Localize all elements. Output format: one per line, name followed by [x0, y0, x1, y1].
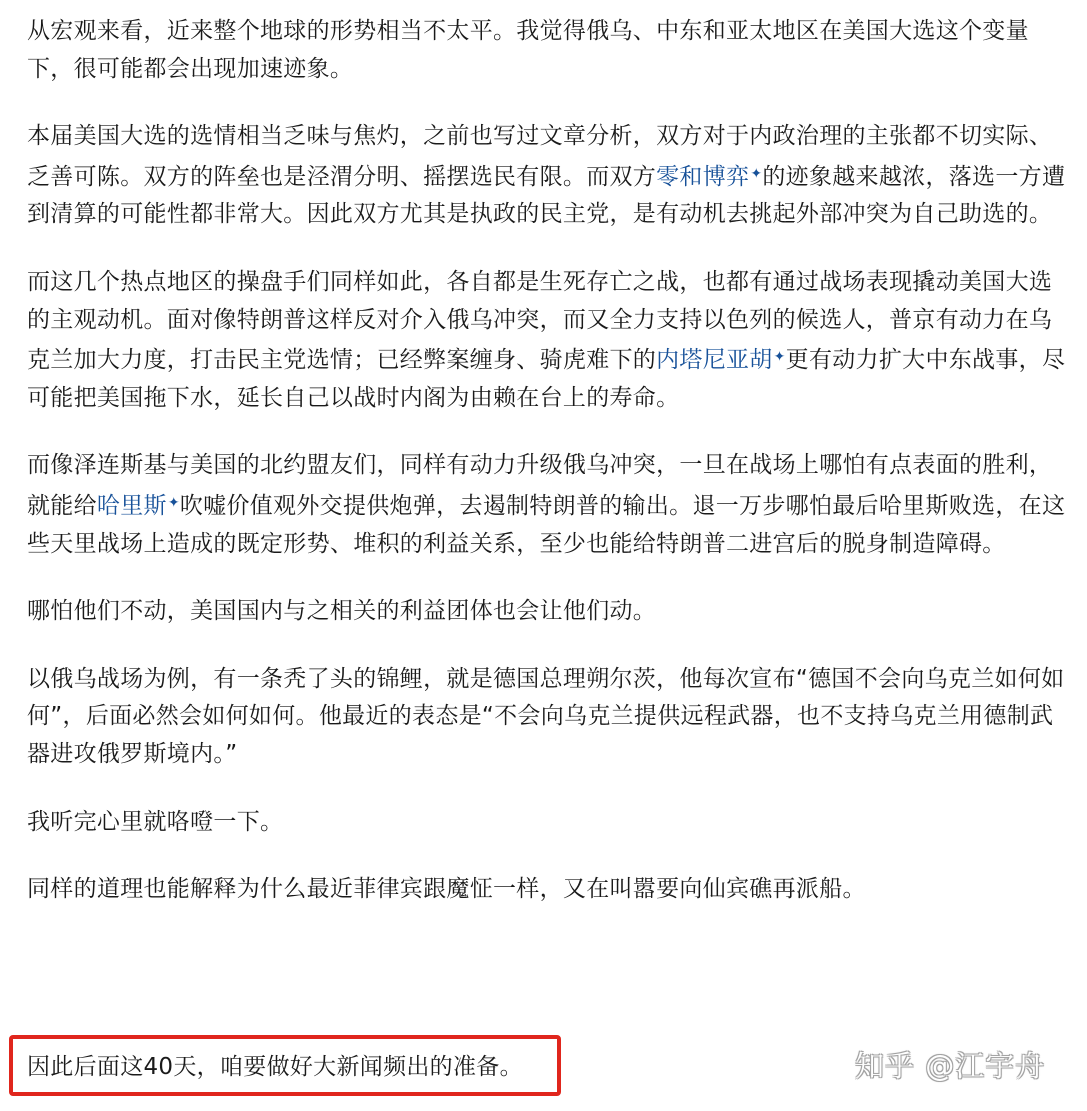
- paragraph: [27, 661, 1067, 774]
- paragraph-text: 而像泽连斯基与美国的北约盟友们，同样有动力升级俄乌冲突，一旦在战场上哪怕有点表面的胜利，就能给: [27, 452, 1053, 519]
- paragraph-text: 哪怕他们不动，美国国内与之相关的利益团体也会让他们动。: [27, 598, 657, 625]
- paragraph: [27, 264, 1067, 417]
- paragraph-text: 同样的道理也能解释为什么最近菲律宾跟魔怔一样，又在叫嚣要向仙宾礁再派船。: [27, 876, 866, 903]
- paragraph: [27, 871, 1067, 909]
- article-body: [27, 13, 1067, 939]
- paragraph: [27, 13, 1067, 88]
- paragraph-text: 的迹象越来越浓，落选一方遭到清算的可能性都非常大。因此双方尤其是执政的民主党，是有动机去挑起外部冲突为自己助选的。: [27, 163, 1066, 228]
- paragraph-text: 我听完心里就咯噔一下。: [27, 808, 284, 835]
- sparkle-icon[interactable]: ✦: [167, 494, 180, 511]
- paragraph-text: 本届美国大选的选情相当乏味与焦灼，之前也写过文章分析，双方对于内政治理的主张都不切实际、乏善可陈。双方的阵垒也是泾渭分明、摇摆选民有限。而双方: [27, 123, 1053, 190]
- sparkle-icon[interactable]: ✦: [750, 165, 763, 182]
- sparkle-icon[interactable]: ✦: [773, 349, 786, 366]
- paragraph: [27, 118, 1067, 234]
- keyword-link[interactable]: 哈里斯: [96, 492, 167, 519]
- paragraph-text: 从宏观来看，近来整个地球的形势相当不太平。我觉得俄乌、中东和亚太地区在美国大选这个变量下，很可能都会出现加速迹象。: [27, 18, 1029, 82]
- paragraph-text: 以俄乌战场为例，有一条秃了头的锦鲤，就是德国总理朔尔茨，他每次宣布“德国不会向乌克兰如何如何”，后面必然会如何如何。他最近的表态是“不会向乌克兰提供远程武器，也不支持乌克兰用德制武器进攻俄罗斯境内。”: [27, 665, 1065, 767]
- zhihu-watermark: 知乎 @江宇舟: [855, 1049, 1046, 1083]
- keyword-link[interactable]: 内塔尼亚胡: [656, 347, 773, 374]
- paragraph: [27, 804, 1067, 842]
- paragraph-text: 更有动力扩大中东战事，尽可能把美国拖下水，延长自己以战时内阁为由赖在台上的寿命。: [27, 347, 1066, 411]
- keyword-link[interactable]: 零和博弈: [656, 163, 750, 190]
- paragraph-text: 吹嘘价值观外交提供炮弹，去遏制特朗普的输出。退一万步哪怕最后哈里斯败选，在这些天里战场上造成的既定形势、堆积的利益关系，至少也能给特朗普二进宫后的脱身制造障碍。: [27, 492, 1066, 557]
- highlighted-paragraph: 因此后面这40天，咱要做好大新闻频出的准备。: [27, 1054, 523, 1080]
- paragraph: [27, 447, 1067, 563]
- paragraph-text: 而这几个热点地区的操盘手们同样如此，各自都是生死存亡之战，也都有通过战场表现撬动美国大选的主观动机。面对像特朗普这样反对介入俄乌冲突，而又全力支持以色列的候选人，普京有动力在乌克兰加大力度，打击民主党选情；已经弊案缠身、骑虎难下的: [27, 268, 1053, 374]
- paragraph: [27, 593, 1067, 631]
